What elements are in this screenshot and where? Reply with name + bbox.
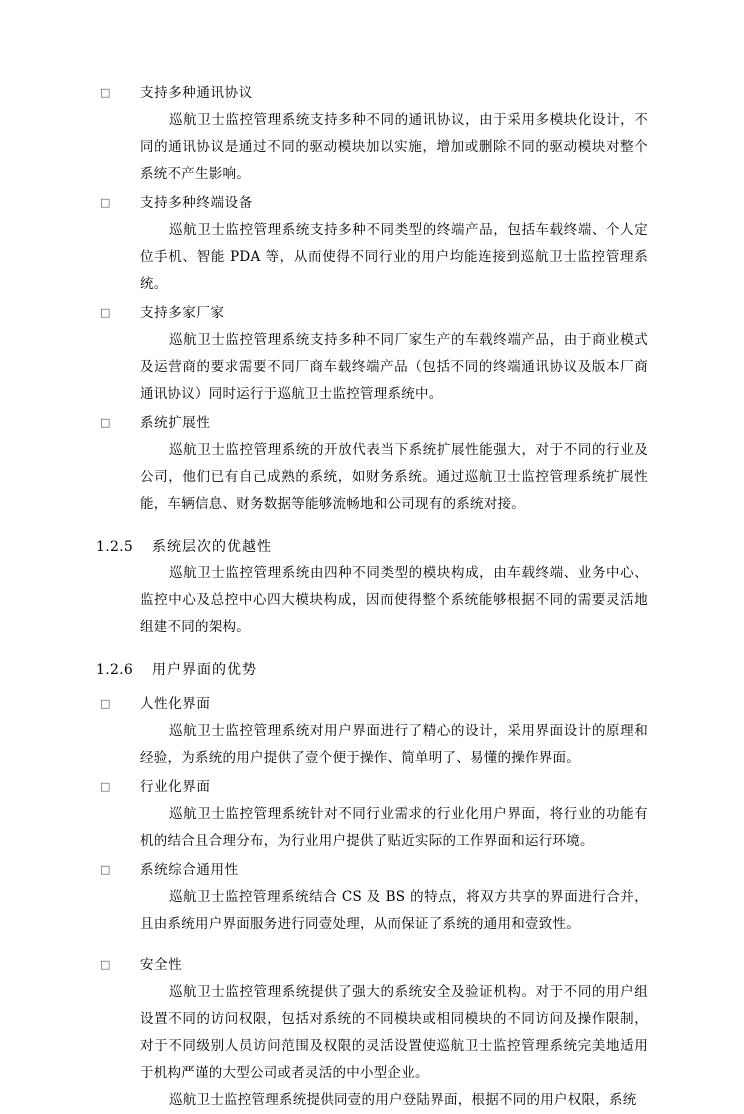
bullet-title: 支持多种终端设备 — [140, 195, 253, 211]
bullet-body — [96, 718, 648, 772]
bullet-body — [96, 437, 648, 518]
paragraph: 巡航卫士监控管理系统由四种不同类型的模块构成，由车载终端、业务中心、监控中心及总控中心四大模块构成，因而使得整个系统能够根据不同的需要灵活地组建不同的架构。 — [140, 565, 648, 635]
bullet-heading-row — [96, 80, 648, 106]
bullet-heading-row — [96, 857, 648, 883]
bullet-heading-row — [96, 774, 648, 800]
bullet-body — [96, 979, 648, 1114]
bullet-heading-row — [96, 410, 648, 436]
document-body — [96, 78, 648, 1114]
bullet-title: 行业化界面 — [140, 779, 211, 795]
section-number: 1.2.5 — [96, 539, 134, 555]
section-title: 系统层次的优越性 — [152, 539, 272, 555]
paragraph: 巡航卫士监控管理系统提供了强大的系统安全及验证机构。对于不同的用户组设置不同的访问权限，包括对系统的不同模块或相同模块的不同访问及操作限制，对于不同级别人员访问范围及权限的灵活设置使巡航卫士监控管理系统完美地适用于机构严谨的大型公司或者灵活的中小型企业。 — [140, 984, 648, 1081]
paragraph: 巡航卫士监控管理系统针对不同行业需求的行业化用户界面，将行业的功能有机的结合且合理分布，为行业用户提供了贴近实际的工作界面和运行环境。 — [140, 806, 648, 849]
bullet-marker-icon: □ — [100, 697, 111, 710]
bullet-marker-icon: □ — [100, 196, 111, 209]
bullet-heading-row — [96, 300, 648, 326]
bullet-marker-icon: □ — [100, 306, 111, 319]
bullet-marker-icon: □ — [100, 863, 111, 876]
list-item — [96, 300, 648, 408]
spacer — [96, 683, 648, 689]
paragraph: 巡航卫士监控管理系统支持多种不同的通讯协议，由于采用多模块化设计，不同的通讯协议是通过不同的驱动模块加以实施，增加或删除不同的驱动模块对整个系统不产生影响。 — [140, 112, 648, 182]
bullet-heading-row — [96, 952, 648, 978]
bullet-heading-row — [96, 190, 648, 216]
bullet-body — [96, 327, 648, 408]
bullet-title: 支持多种通讯协议 — [140, 85, 253, 101]
bullet-body — [96, 107, 648, 188]
bullet-body — [96, 217, 648, 298]
bullet-marker-icon: □ — [100, 416, 111, 429]
paragraph: 巡航卫士监控管理系统提供同壹的用户登陆界面，根据不同的用户权限，系统 — [169, 1092, 637, 1108]
bullet-title: 安全性 — [140, 957, 183, 973]
bullet-marker-icon: □ — [100, 86, 111, 99]
bullet-title: 人性化界面 — [140, 696, 211, 712]
list-item — [96, 410, 648, 518]
list-item — [96, 857, 648, 938]
list-item — [96, 691, 648, 772]
paragraph: 巡航卫士监控管理系统支持多种不同类型的终端产品，包括车载终端、个人定位手机、智能 PDA 等，从而使得不同行业的用户均能连接到巡航卫士监控管理系统。 — [140, 222, 648, 292]
paragraph: 巡航卫士监控管理系统支持多种不同厂家生产的车载终端产品，由于商业模式及运营商的要求需要不同厂商车载终端产品（包括不同的终端通讯协议及版本厂商通讯协议）同时运行于巡航卫士监控管理系统中。 — [140, 332, 648, 402]
list-item — [96, 80, 648, 188]
section — [96, 536, 648, 641]
list-item — [96, 190, 648, 298]
bullet-title: 系统综合通用性 — [140, 862, 239, 878]
section — [96, 659, 648, 679]
bullet-title: 支持多家厂家 — [140, 305, 225, 321]
spacer — [96, 938, 648, 950]
bullet-title: 系统扩展性 — [140, 415, 211, 431]
section-heading — [96, 536, 648, 556]
section-number: 1.2.6 — [96, 662, 134, 678]
list-item — [96, 952, 648, 1114]
section-body — [96, 560, 648, 641]
paragraph: 巡航卫士监控管理系统对用户界面进行了精心的设计，采用界面设计的原理和经验，为系统的用户提供了壹个便于操作、简单明了、易懂的操作界面。 — [140, 723, 648, 766]
bullet-marker-icon: □ — [100, 780, 111, 793]
bullet-marker-icon: □ — [100, 958, 111, 971]
paragraph: 巡航卫士监控管理系统结合 CS 及 BS 的特点，将双方共享的界面进行合并，且由系统用户界面服务进行同壹处理，从而保证了系统的通用和壹致性。 — [140, 889, 648, 932]
bullet-body — [96, 884, 648, 938]
section-title: 用户界面的优势 — [152, 662, 257, 678]
list-item — [96, 774, 648, 855]
bullet-heading-row — [96, 691, 648, 717]
bullet-body — [96, 801, 648, 855]
section-heading — [96, 659, 648, 679]
paragraph: 巡航卫士监控管理系统的开放代表当下系统扩展性能强大，对于不同的行业及公司，他们已有自己成熟的系统，如财务系统。通过巡航卫士监控管理系统扩展性能，车辆信息、财务数据等能够流畅地和公司现有的系统对接。 — [140, 442, 648, 512]
